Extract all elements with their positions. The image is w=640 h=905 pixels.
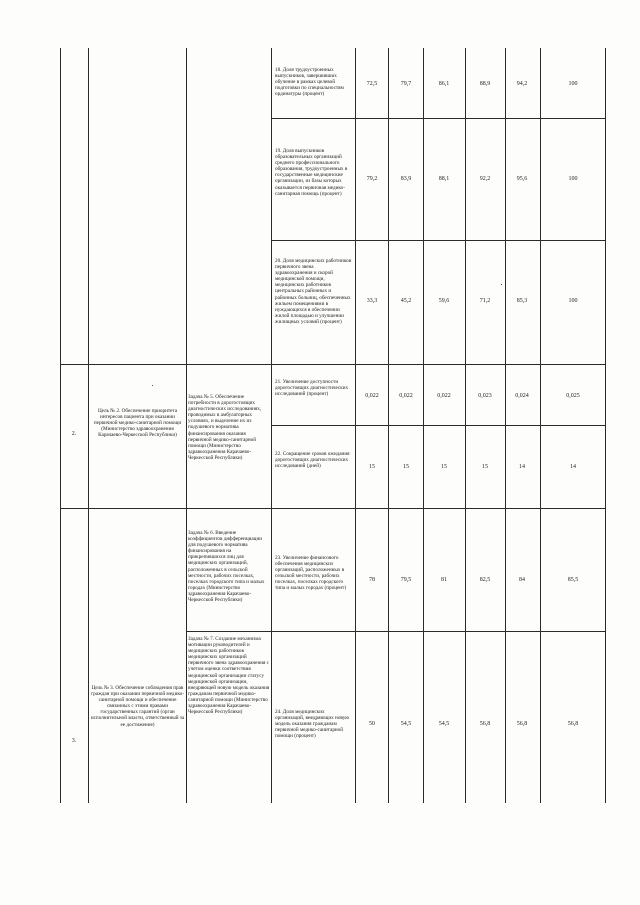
task-5: Задача № 5. Обеспечение потребности в дорогостоящих диагностических исследованиях, проводимых в амбулаторных условиях, и выделение их из подушевого норматива финансирования оказания первичной медико-санитарной помощи (Министерство здравоохранения Карачаево-Черкесской Республики) [188, 394, 262, 461]
table-border-left [60, 48, 61, 803]
task-7: Задача № 7. Создание механизма мотивации руководителей и медицинских работников медицинских организаций первичного звена здравоохранения с учетом оценки соответствия медицинской организации статусу медицинской организации, внедряющей новую модель оказания гражданам первичной медико-санитарной помощи (Министерство здравоохранения Карачаево-Черкесской Республики) [188, 636, 270, 716]
row-divider [271, 425, 606, 426]
goal-3: Цель № 3. Обеспечение соблюдения прав граждан при оказании первичной медико-санитарной помощи и обеспечение связанных с этими правами государственных гарантий (орган исполнительной власти, ответственный за ее достижение) [90, 685, 185, 728]
value-cell: 81 [441, 577, 447, 583]
value-cell: 95,6 [516, 176, 528, 182]
value-cell: 0,022 [365, 393, 379, 399]
value-cell: 56,8 [567, 721, 579, 727]
row-divider [186, 631, 606, 632]
value-cell: 100 [568, 176, 578, 182]
value-cell: 79,2 [366, 176, 378, 182]
value-cell: 82,5 [479, 577, 491, 583]
goal-2: Цель № 2. Обеспечение приоритета интересов пациента при оказании первичной медико-санитарной помощи (Министерство здравоохранения Карачаево-Черкесской Республики) [93, 408, 182, 439]
indicator-21: 21. Увеличение доступности дорогостоящих диагностических исследований (процент) [275, 379, 349, 398]
indicator-table [60, 48, 606, 803]
value-cell: 45,2 [400, 298, 412, 304]
scan-speck [152, 385, 153, 386]
value-cell: 15 [369, 464, 375, 470]
indicator-20: 20. Доля медицинских работников первичного звена здравоохранения и скорой медицинской помощи, медицинских работников центральных районных и районных больниц, обеспеченных жильем помещениями в нуждающихся в обеспечении жилой площадью и улучшении жилищных условий (процент) [275, 258, 352, 325]
value-cell: 79,5 [400, 577, 412, 583]
value-cell: 14 [570, 464, 576, 470]
value-cell: 50 [369, 721, 375, 727]
row-number-3: 3. [71, 738, 77, 744]
value-cell: 92,2 [479, 176, 491, 182]
value-cell: 71,2 [479, 298, 491, 304]
value-cell: 88,1 [438, 176, 450, 182]
value-cell: 15 [403, 464, 409, 470]
column-divider-task [186, 48, 187, 803]
value-cell: 15 [441, 464, 447, 470]
row-divider [60, 508, 606, 509]
value-cell: 54,5 [438, 721, 450, 727]
indicator-18: 18. Доля трудоустроенных выпускников, завершивших обучение в рамках целевой подготовки по специальностям ординатуры (процент) [275, 67, 344, 98]
indicator-19: 19. Доля выпускников образовательных организаций среднего профессионального образования, трудоустроенных в государственные медицинские организации, из базы которых оказывается первичная медико-санитарная помощь (процент) [275, 148, 348, 197]
row-divider [271, 118, 606, 119]
column-divider-goal [88, 48, 89, 803]
value-cell: 85,3 [516, 298, 528, 304]
value-cell: 56,8 [479, 721, 491, 727]
task-6: Задача № 6. Введение коэффициентов дифференциации для подушевого норматива финансирования на прикрепившихся лиц для медицинских организаций, расположенных в сельской местности, рабочих поселках, поселках городского типа и малых городах (Министерство здравоохранения Карачаево-Черкесской Республики) [188, 530, 265, 604]
value-cell: 56,8 [516, 721, 528, 727]
row-divider [271, 240, 606, 241]
value-cell: 100 [568, 81, 578, 87]
value-cell: 0,025 [566, 393, 580, 399]
indicator-22: 22. Сокращение сроков ожидания дорогостоящих диагностических исследований (дней) [275, 451, 350, 470]
value-cell: 85,5 [567, 577, 579, 583]
scan-speck [501, 284, 502, 285]
value-cell: 54,5 [400, 721, 412, 727]
value-cell: 94,2 [516, 81, 528, 87]
value-cell: 0,024 [515, 393, 529, 399]
value-cell: 59,6 [438, 298, 450, 304]
value-cell: 78 [369, 577, 375, 583]
value-cell: 86,1 [438, 81, 450, 87]
value-cell: 0,022 [399, 393, 413, 399]
value-cell: 79,7 [400, 81, 412, 87]
value-cell: 88,9 [479, 81, 491, 87]
indicator-23: 23. Увеличение финансового обеспечения медицинских организаций, расположенных в сельской местности, рабочих поселках, поселках городского типа и малых городах (процент) [275, 555, 347, 592]
row-number-2: 2. [71, 431, 77, 437]
value-cell: 33,3 [366, 298, 378, 304]
value-cell: 14 [519, 464, 525, 470]
value-cell: 15 [482, 464, 488, 470]
value-cell: 0,023 [478, 393, 492, 399]
value-cell: 100 [568, 298, 578, 304]
row-divider [60, 364, 606, 365]
value-cell: 83,9 [400, 176, 412, 182]
value-cell: 0,022 [437, 393, 451, 399]
value-cell: 72,5 [366, 81, 378, 87]
indicator-24: 24. Доля медицинских организаций, внедряющих новую модель оказания гражданам первичной медико-санитарной помощи (процент) [275, 709, 350, 740]
value-cell: 84 [519, 577, 525, 583]
